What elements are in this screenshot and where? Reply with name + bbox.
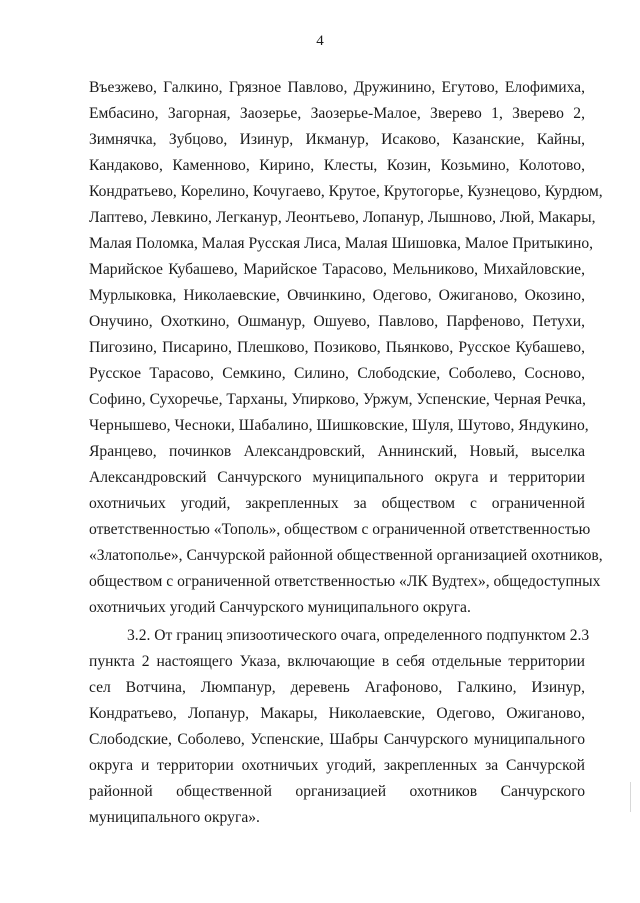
text-line: ответственностью «Тополь», обществом с ограниченной ответственностью [89,521,591,538]
text-line: Мурлыковка, Николаевские, Овчинкино, Одегово, Ожиганово, Окозино, [89,287,585,304]
text-line: Русское Тарасово, Семкино, Силино, Слободские, Соболево, Сосново, [89,365,585,382]
text-line: Софино, Сухоречье, Тарханы, Упирково, Уржум, Успенские, Черная Речка, [89,391,586,408]
text-line: сел Вотчина, Люмпанур, деревень Агафоново, Галкино, Изинур, [89,679,585,696]
text-line: Кондратьево, Корелино, Кочугаево, Крутое, Крутогорье, Кузнецово, Курдюм, [89,183,603,200]
text-line: Лаптево, Левкино, Легканур, Леонтьево, Лопанур, Лышново, Люй, Макары, [89,209,596,226]
text-line: Онучино, Охоткино, Ошманур, Ошуево, Павлово, Парфеново, Петухи, [89,313,585,330]
text-line: Кандаково, Каменново, Кирино, Клесты, Козин, Козьмино, Колотово, [89,157,585,174]
text-line: Въезжево, Галкино, Грязное Павлово, Дружинино, Егутово, Елофимиха, [89,79,585,96]
page-number: 4 [316,33,324,49]
text-line: Марийское Кубашево, Марийское Тарасово, Мельниково, Михайловские, [89,261,585,278]
paragraph-first-line: 3.2. От границ эпизоотического очага, определенного подпунктом 2.3 [127,627,590,644]
text-line: Яранцево, починков Александровский, Аннинский, Новый, выселка [89,443,585,460]
text-line: Чернышево, Чесноки, Шабалино, Шишковские, Шуля, Шутово, Яндукино, [89,417,589,434]
text-line: Зимнячка, Зубцово, Изинур, Икманур, Исаково, Казанские, Кайны, [89,131,585,148]
text-line: обществом с ограниченной ответственностью «ЛК Вудтех», общедоступных [89,573,601,590]
text-line: Пигозино, Писарино, Плешково, Позиково, Пьянково, Русское Кубашево, [89,339,585,356]
text-line: округа и территории охотничьих угодий, закрепленных за Санчурской [89,757,585,774]
text-line: районной общественной организацией охотников Санчурского [89,783,585,800]
scan-edge-mark [630,782,631,812]
text-line: Александровский Санчурского муниципального округа и территории [89,469,585,486]
text-line: «Златополье», Санчурской районной общественной организацией охотников, [89,547,603,564]
text-line: пункта 2 настоящего Указа, включающие в себя отдельные территории [89,653,585,670]
text-line: охотничьих угодий, закрепленных за обществом с ограниченной [89,495,585,512]
text-line: охотничьих угодий Санчурского муниципального округа. [89,599,471,616]
text-line: муниципального округа». [89,809,260,826]
text-line: Слободские, Соболево, Успенские, Шабры Санчурского муниципального [89,731,585,748]
text-line: Ембасино, Загорная, Заозерье, Заозерье-Малое, Зверево 1, Зверево 2, [89,105,585,122]
text-line: Малая Поломка, Малая Русская Лиса, Малая Шишовка, Малое Притыкино, [89,235,594,252]
text-line: Кондратьево, Лопанур, Макары, Николаевские, Одегово, Ожиганово, [89,705,585,722]
